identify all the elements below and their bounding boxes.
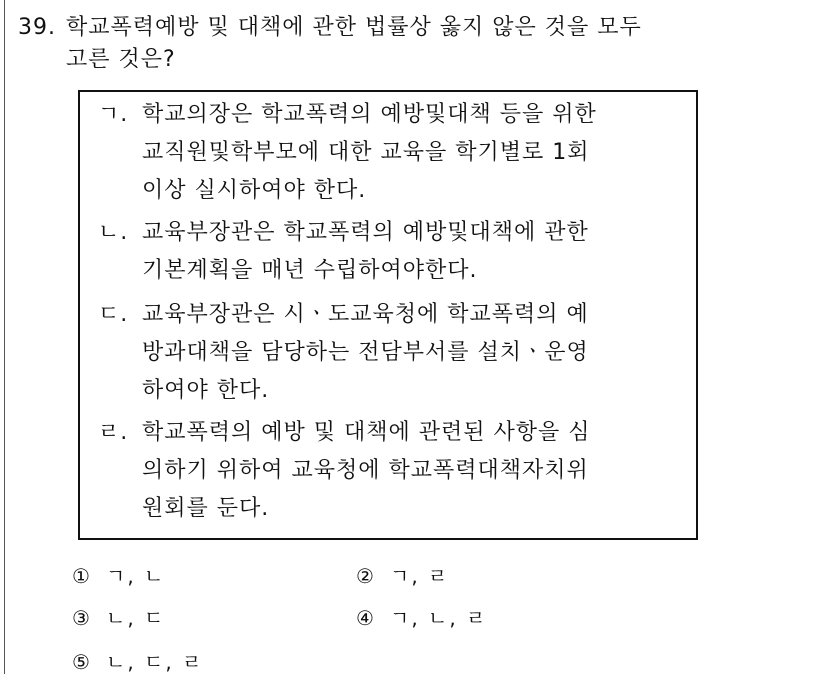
question-number: 39. (18, 15, 56, 40)
option-text: ㄱ, ㄹ (390, 564, 450, 588)
option-marker: ③ (72, 606, 92, 630)
statement-line: 방과대책을 담당하는 전담부서를 설치ㆍ운영 (142, 340, 589, 365)
statement-line: 학교의장은 학교폭력의 예방및대책 등을 위한 (142, 102, 597, 127)
question-text-line-2: 고른 것은? (66, 47, 176, 72)
option-3[interactable] (72, 602, 165, 631)
statement-marker: ㄷ. (98, 302, 129, 327)
statement-marker: ㄹ. (98, 420, 129, 445)
option-text: ㄴ, ㄷ (106, 606, 166, 630)
option-text: ㄴ, ㄷ, ㄹ (106, 650, 204, 674)
statement-digeut (98, 296, 589, 410)
option-1[interactable] (72, 560, 165, 589)
statement-line: 이상 실시하여야 한다. (142, 178, 367, 203)
option-2[interactable] (356, 560, 449, 589)
option-marker: ② (356, 564, 376, 588)
option-marker: ① (72, 564, 92, 588)
statement-nieun (98, 214, 589, 290)
option-text: ㄱ, ㄴ (106, 564, 166, 588)
question-stem (18, 12, 808, 76)
statement-line: 의하기 위하여 교육청에 학교폭력대책자치위 (142, 458, 589, 483)
statement-marker: ㄴ. (98, 220, 129, 245)
statement-line: 교육부장관은 학교폭력의 예방및대책에 관한 (142, 220, 589, 245)
option-4[interactable] (356, 602, 487, 631)
statement-line: 하여야 한다. (142, 378, 270, 403)
statement-line: 학교폭력의 예방 및 대책에 관련된 사항을 심 (142, 420, 591, 445)
question-text-line-1: 학교폭력예방 및 대책에 관한 법률상 옳지 않은 것을 모두 (66, 15, 642, 40)
statement-line: 기본계획을 매년 수립하여야한다. (142, 258, 478, 283)
option-text: ㄱ, ㄴ, ㄹ (390, 606, 488, 630)
option-5[interactable] (72, 646, 203, 675)
statement-rieul (98, 414, 591, 528)
option-marker: ⑤ (72, 650, 92, 674)
statement-line: 원회를 둔다. (142, 496, 270, 521)
statements-box (78, 90, 698, 540)
statement-marker: ㄱ. (98, 102, 129, 127)
statement-line: 교육부장관은 시ㆍ도교육청에 학교폭력의 예 (142, 302, 589, 327)
page-left-rule (4, 0, 5, 674)
option-marker: ④ (356, 606, 376, 630)
statement-giyeok (98, 96, 597, 210)
statement-line: 교직원및학부모에 대한 교육을 학기별로 1회 (142, 140, 590, 165)
